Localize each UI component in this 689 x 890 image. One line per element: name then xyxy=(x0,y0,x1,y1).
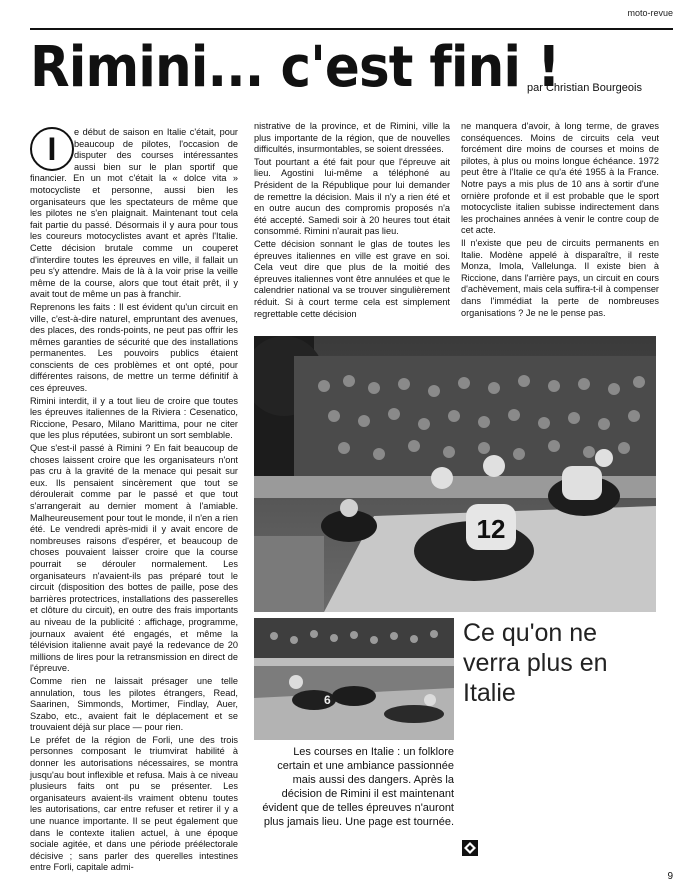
race-photo-crash xyxy=(254,618,454,740)
pull-quote: Ce qu'on ne verra plus en Italie xyxy=(463,619,608,707)
paragraph: Cette décision sonnant le glas de toutes les épreuves italiennes en ville est grave en soi. Cela veut dire que plus de la moitié des épreuves italiennes vont être annulées et que le calendrier national va se trouver singulièrement réduit. Si à court terme cela est simplement regrettable cette décision xyxy=(254,238,450,319)
dropcap: I xyxy=(30,127,74,171)
race-number-label: 6 xyxy=(324,693,331,707)
byline: par Christian Bourgeois xyxy=(527,82,642,94)
article-column-3 xyxy=(461,121,659,320)
paragraph: Comme rien ne laissait présager une telle annulation, tous les pilotes étrangers, Read, Saarinen, Simmonds, Mortimer, Findlay, Auer, Szabo, etc., avaient fait le déplacement et se trouvaient déjà sur place — pour rien. xyxy=(30,675,238,733)
page-number: 9 xyxy=(667,871,673,882)
article-column-1 xyxy=(30,127,238,875)
paragraph: Tout pourtant a été fait pour que l'épreuve ait lieu. Agostini lui-même a téléphoné au Président de la République pour lui demander de remettre la décision. Mais il n'y a rien été et en outre aucun des compromis proposés n'a été accepté. Samedi soir à 20 heures tout était consommé. Rimini n'aurait pas lieu. xyxy=(254,156,450,237)
article-title: Rimini... c'est fini ! xyxy=(30,35,560,100)
end-of-article-icon xyxy=(462,840,478,856)
photo-caption: Les courses en Italie : un folklore certain et une ambiance passionnée mais aussi des dangers. Après la décision de Rimini il est maintenant évident que de telles épreuves n'auront plus jamais lieu. Une page est tournée. xyxy=(262,746,454,828)
header-rule xyxy=(30,28,673,30)
paragraph: Reprenons les faits : Il est évident qu'un circuit en ville, c'est-à-dire naturel, empruntant des avenues, des places, des ronds-points, ne peut pas offrir les mêmes garanties de sécurité que des installations permanentes. Les pouvoirs publics étaient conscients de ces problèmes et ont opté, pour différentes raisons, de mettre un terme définitif à ces épreuves. xyxy=(30,301,238,394)
article-column-2 xyxy=(254,121,450,321)
paragraph: ne manquera d'avoir, à long terme, de graves conséquences. Moins de circuits cela veut forcément dire moins de courses et moins de pilotes, à plus ou moins longue échéance. 1972 peut être à l'Italie ce qu'a été 1955 à la France. Notre pays a mis plus de 10 ans à sortir d'une ornière profonde et il est probable que le sport motocycliste italien subisse indirectement dans les prochaines années à venir le contre coup de cet acte. xyxy=(461,121,659,236)
paragraph: Que s'est-il passé à Rimini ? En fait beaucoup de choses laissent croire que les organisateurs n'ont pas cru à la gravité de la menace qui pesait sur eux. Ils pensaient sincèrement que tout se déroulerait comme par le passé et que tout s'arrangerait au dernier moment à l'amiable. Malheureusement pour tout le monde, il n'en a rien été. Le vendredi après-midi il y avait encore de nombreuses raisons d'espérer, et beaucoup de choses pouvaient laisser croire que la course pourrait se dérouler normalement. Les organisateurs n'avaient-ils pas préparé tout le circuit (disposition des bottes de paille, pose des barrières protectrices, installations des passerelles et clôture du circuit), en outre des frais importants au niveau de la publicité : affichage, programme, journaux avaient été engagés, et même la télévision italienne avait payé la redevance de 20 millions de lires pour la retransmission en direct de l'épreuve. xyxy=(30,443,238,674)
paragraph: e début de saison en Italie c'était, pour beaucoup de pilotes, l'occasion de disputer des courses intéressantes aussi bien sur le plan sportif que financier. En un mot c'était la « dolce vita » motocycliste et personne, aussi bien les organisateurs que les spectateurs de même que les pilotes ne s'en plaignait. Maintenant tout cela fait partie du passé. Désormais il y aura pour tous les coureurs motocyclistes avant et après l'Italie. Cette décision brutale comme un couperet d'interdire toutes les épreuves en ville, il fallait un peu s'y attendre. Mais de là à la voir prise la veille même de la course, alors que tout était prêt, il y avait tout de même un pas à franchir. xyxy=(30,127,238,300)
paragraph: nistrative de la province, et de Rimini, ville la plus importante de la région, que de nouvelles difficultés, insurmontables, se soient dressées. xyxy=(254,121,450,155)
section-header: moto-revue xyxy=(627,8,673,18)
paragraph: Il n'existe que peu de circuits permanents en Italie. Modène appelé à disparaître, il reste Monza, Imola, Vallelunga. Il existe bien à Riccione, dans l'arrière pays, un circuit en cours d'achèvement, mais cela suffira-t-il à compenser dans l'immédiat la perte de nombreuses organisations ? Je ne le pense pas. xyxy=(461,237,659,318)
paragraph: Le préfet de la région de Forli, une des trois personnes composant le triumvirat habilité à donner les autorisations nécessaires, se montra jusqu'au bout inflexible et refusa. Mais à ce niveau plusieurs faits ont pu se présenter. Les organisateurs avaient-ils vraiment obtenu toutes les autorisations, car entre refuser et retirer il y a une nuance importante. Il se peut également que dans le contexte italien actuel, à une époque sociale agitée, et dans une période préélectorale décisive ; sans parler des querelles intestines entre Forli, capitale admi- xyxy=(30,734,238,873)
race-number-label: 12 xyxy=(476,514,506,544)
race-photo-sidecars xyxy=(254,336,656,612)
paragraph: Rimini interdit, il y a tout lieu de croire que toutes les épreuves italiennes de la Riviera : Cesenatico, Riccione, Pesaro, Milano Marittima, pour ne citer que les plus réputées, subiront un sort semblable. xyxy=(30,395,238,441)
